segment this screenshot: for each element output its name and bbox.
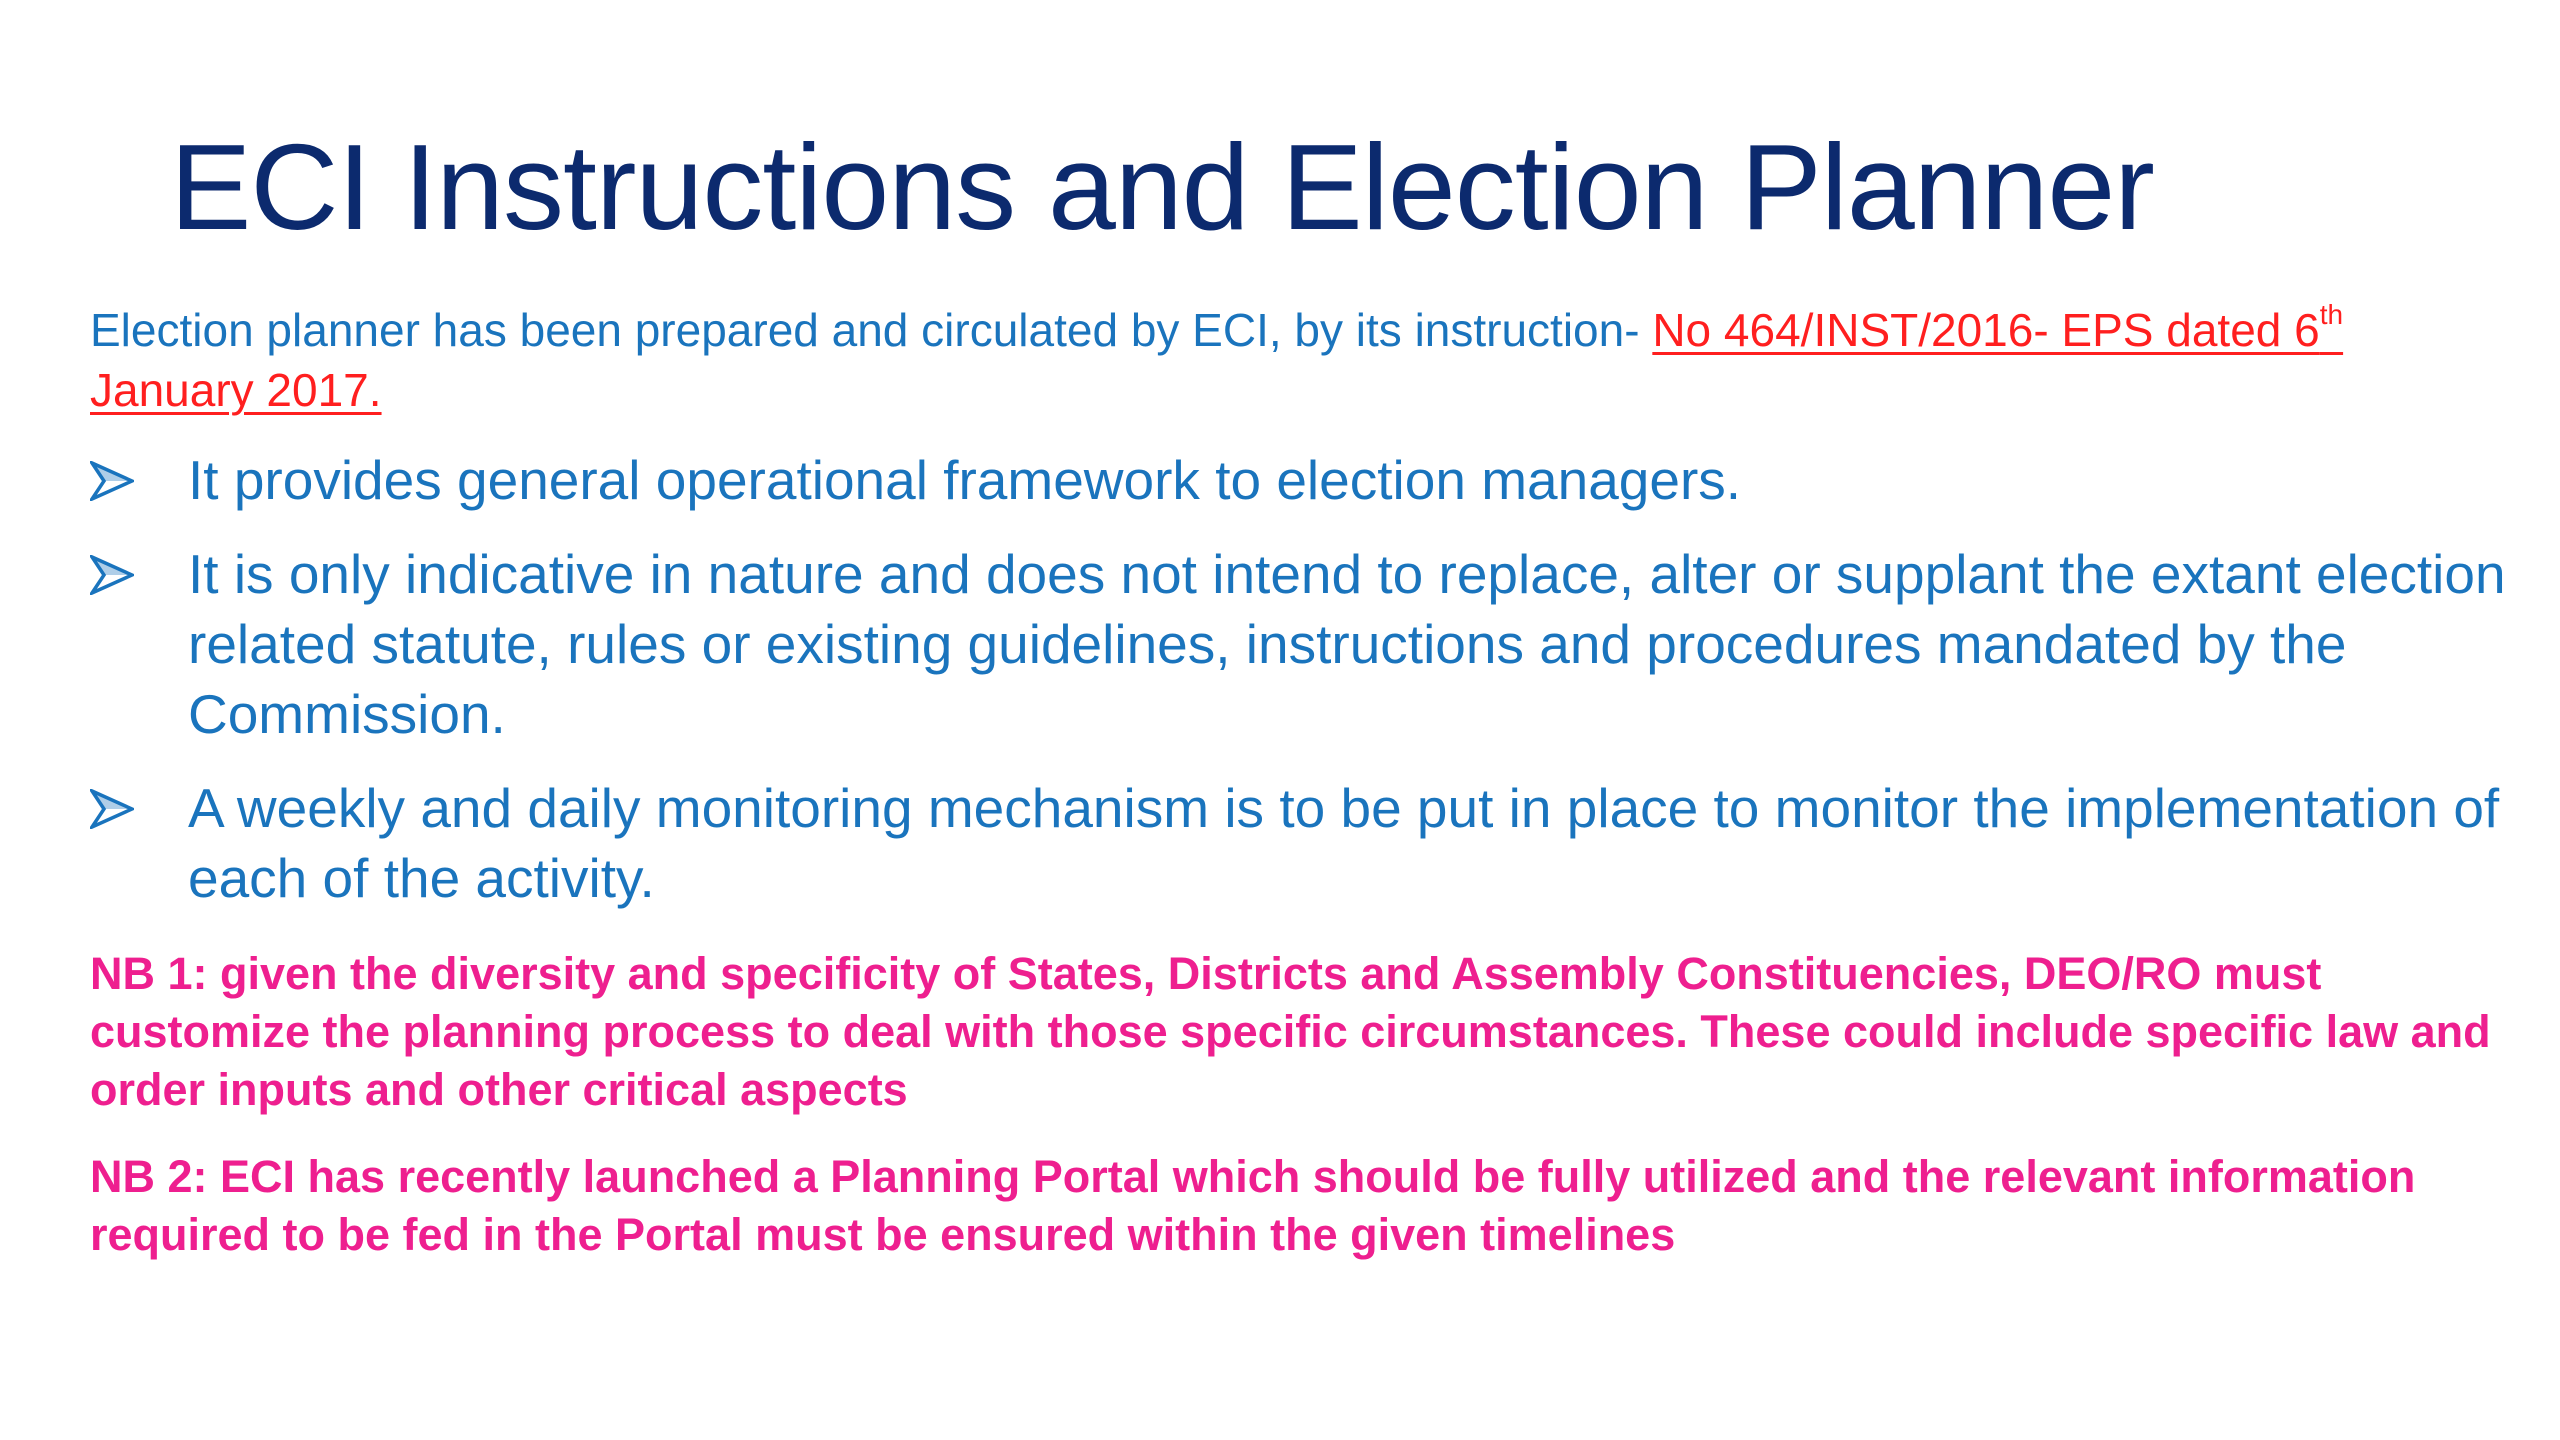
bullet-text: It provides general operational framework to election managers. [188,449,1742,511]
bullet-text: A weekly and daily monitoring mechanism is to be put in place to monitor the implementation of each of the activity. [188,777,2500,909]
bullet-item [90,445,2510,515]
note-nb-1: NB 1: given the diversity and specificity of States, Districts and Assembly Constituencies, DEO/RO must customize the planning process to deal with those specific circumstances. These could include specific law and order inputs and other critical aspects [90,948,2491,1115]
bullet-text: It is only indicative in nature and does not intend to replace, alter or supplant the extant election related statute, rules or existing guidelines, instructions and procedures mandated by the Commission. [188,543,2506,745]
instruction-reference-number: No 464/INST/2016- EPS dated 6 [1652,304,2320,356]
intro-text: Election planner has been prepared and circulated by ECI, by its instruction- [90,304,1653,356]
intro-paragraph [90,300,2510,420]
bullet-item [90,539,2510,749]
reference-superscript: th [2319,299,2344,330]
instruction-reference-date: January 2017. [90,364,382,416]
bullet-list [90,445,2510,937]
arrowhead-bullet-icon [90,555,134,595]
bullet-item [90,773,2510,913]
note-nb-2: NB 2: ECI has recently launched a Planning Portal which should be fully utilized and the relevant information required to be fed in the Portal must be ensured within the given timelines [90,1151,2416,1260]
arrowhead-bullet-icon [90,461,134,501]
arrowhead-bullet-icon [90,789,134,829]
slide-title: ECI Instructions and Election Planner [170,118,2154,255]
